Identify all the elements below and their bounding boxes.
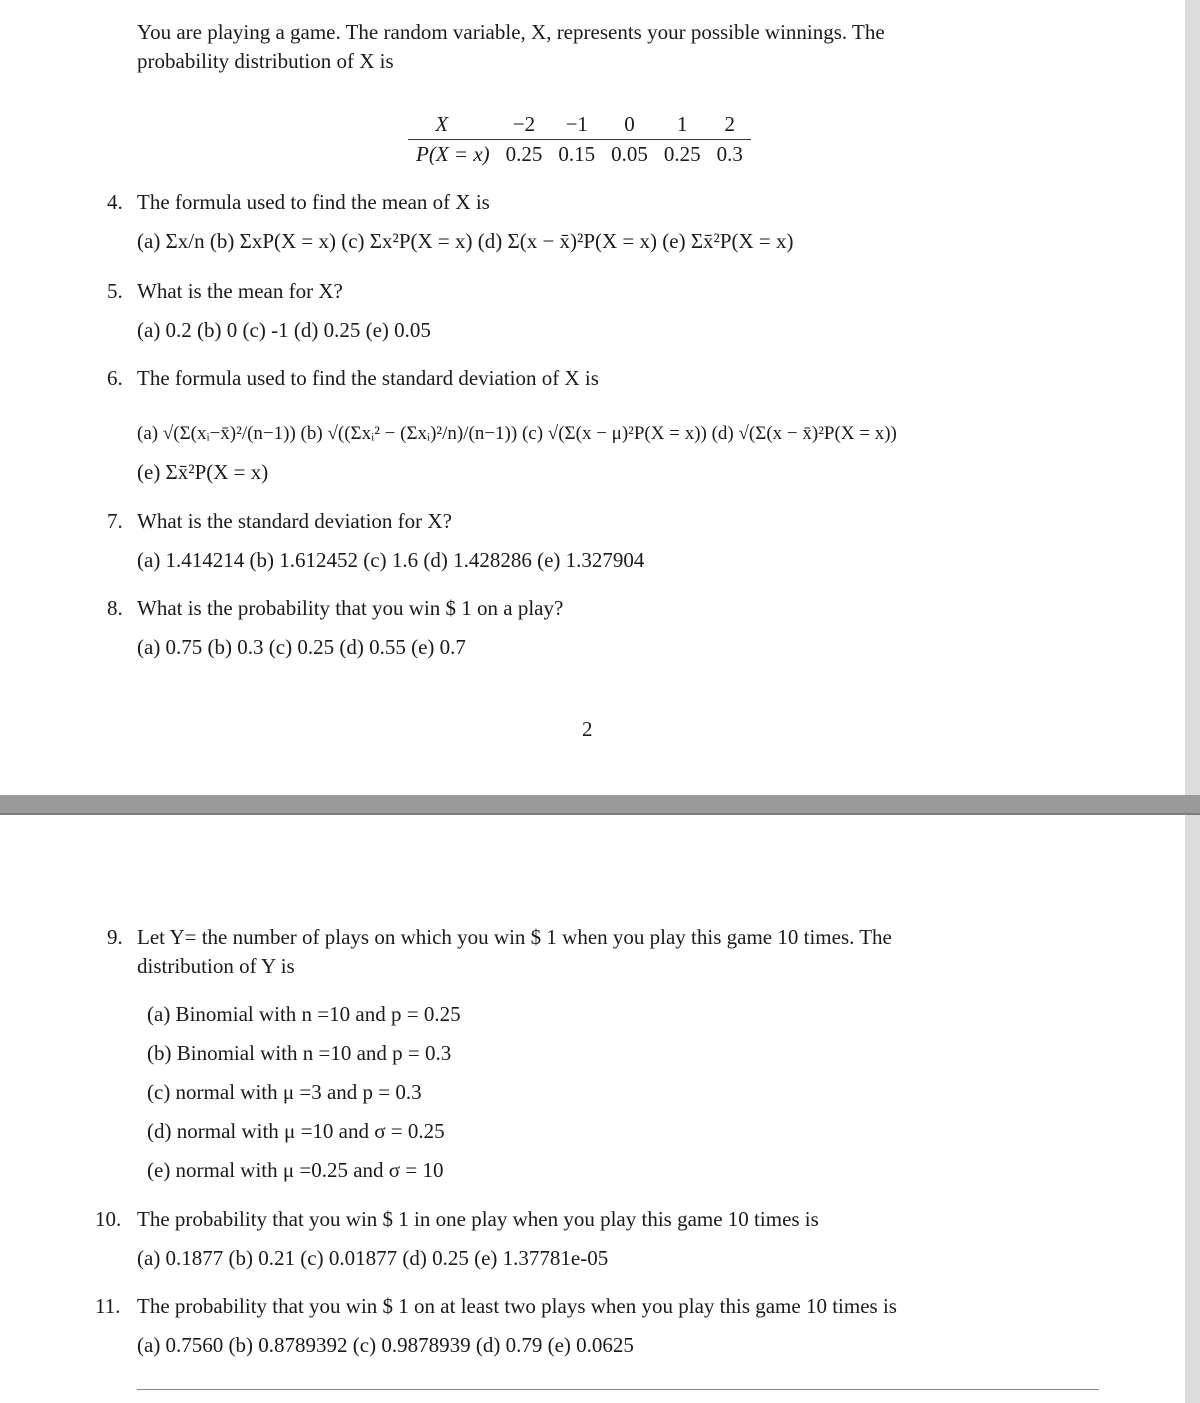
q5-options: (a) 0.2 (b) 0 (c) -1 (d) 0.25 (e) 0.05: [137, 318, 431, 342]
q10-options: (a) 0.1877 (b) 0.21 (c) 0.01877 (d) 0.25 (e) 1.37781e-05: [137, 1246, 609, 1270]
probability-table: [408, 110, 751, 169]
q9-option-a: (a) Binomial with n =10 and p = 0.25: [147, 1002, 461, 1026]
table-label-x: X: [408, 110, 498, 140]
q4-options: (a) Σx/n (b) ΣxP(X = x) (c) Σx²P(X = x) (d) Σ(x − x̄)²P(X = x) (e) Σx̄²P(X = x): [137, 229, 794, 253]
q8-number: 8.: [107, 596, 123, 620]
q9-question-line-1: Let Y= the number of plays on which you win $ 1 when you play this game 10 times. The: [137, 925, 892, 949]
q4-number: 4.: [107, 190, 123, 214]
q11-number: 11.: [95, 1294, 121, 1318]
q7-number: 7.: [107, 509, 123, 533]
table-row-x: [408, 110, 751, 140]
q5-number: 5.: [107, 279, 123, 303]
table-cell: 0.25: [505, 142, 543, 166]
table-label-p: P(X = x): [416, 142, 490, 166]
page-separator: [0, 795, 1200, 815]
q9-question-line-2: distribution of Y is: [137, 954, 295, 978]
table-cell: 0.05: [611, 142, 648, 166]
table-cell: 0.15: [558, 142, 596, 166]
q7-options: (a) 1.414214 (b) 1.612452 (c) 1.6 (d) 1.428286 (e) 1.327904: [137, 548, 645, 572]
q4-question: The formula used to find the mean of X is: [137, 190, 490, 214]
table-cell: 2: [709, 110, 751, 140]
q7-question: What is the standard deviation for X?: [137, 509, 452, 533]
table-cell: −1: [550, 110, 603, 140]
q8-question: What is the probability that you win $ 1 on a play?: [137, 596, 564, 620]
intro-line-2: probability distribution of X is: [137, 49, 394, 73]
q9-option-c: (c) normal with μ =3 and p = 0.3: [147, 1080, 422, 1104]
table-row-p: [408, 140, 751, 170]
q9-number: 9.: [107, 925, 123, 949]
q10-question: The probability that you win $ 1 in one play when you play this game 10 times is: [137, 1207, 819, 1231]
q6-number: 6.: [107, 366, 123, 390]
table-cell: −2: [498, 110, 551, 140]
bottom-rule: [137, 1389, 1099, 1390]
q6-options-line-2: (e) Σx̄²P(X = x): [137, 460, 269, 484]
q9-option-e: (e) normal with μ =0.25 and σ = 10: [147, 1158, 444, 1182]
q6-options-line-1: (a) √(Σ(xᵢ−x̄)²/(n−1)) (b) √((Σxᵢ² − (Σxᵢ)²/n)/(n−1)) (c) √(Σ(x − μ)²P(X = x)) (d) √(Σ(x − x̄)²P(X = x)): [137, 423, 897, 444]
q11-options: (a) 0.7560 (b) 0.8789392 (c) 0.9878939 (d) 0.79 (e) 0.0625: [137, 1333, 634, 1357]
q10-number: 10.: [95, 1207, 122, 1231]
q5-question: What is the mean for X?: [137, 279, 343, 303]
q11-question: The probability that you win $ 1 on at least two plays when you play this game 10 times is: [137, 1294, 897, 1318]
q6-question: The formula used to find the standard deviation of X is: [137, 366, 599, 390]
q9-option-d: (d) normal with μ =10 and σ = 0.25: [147, 1119, 445, 1143]
table-cell: 0: [603, 110, 656, 140]
q9-option-b: (b) Binomial with n =10 and p = 0.3: [147, 1041, 452, 1065]
table-cell: 1: [656, 110, 709, 140]
page-right-edge: [1185, 0, 1200, 1403]
table-cell: 0.3: [716, 142, 743, 166]
page-lower: [0, 815, 1185, 1403]
q8-options: (a) 0.75 (b) 0.3 (c) 0.25 (d) 0.55 (e) 0.7: [137, 635, 466, 659]
intro-line-1: You are playing a game. The random variable, X, represents your possible winnings. The: [137, 20, 885, 44]
page-number: 2: [582, 717, 593, 741]
table-cell: 0.25: [663, 142, 701, 166]
